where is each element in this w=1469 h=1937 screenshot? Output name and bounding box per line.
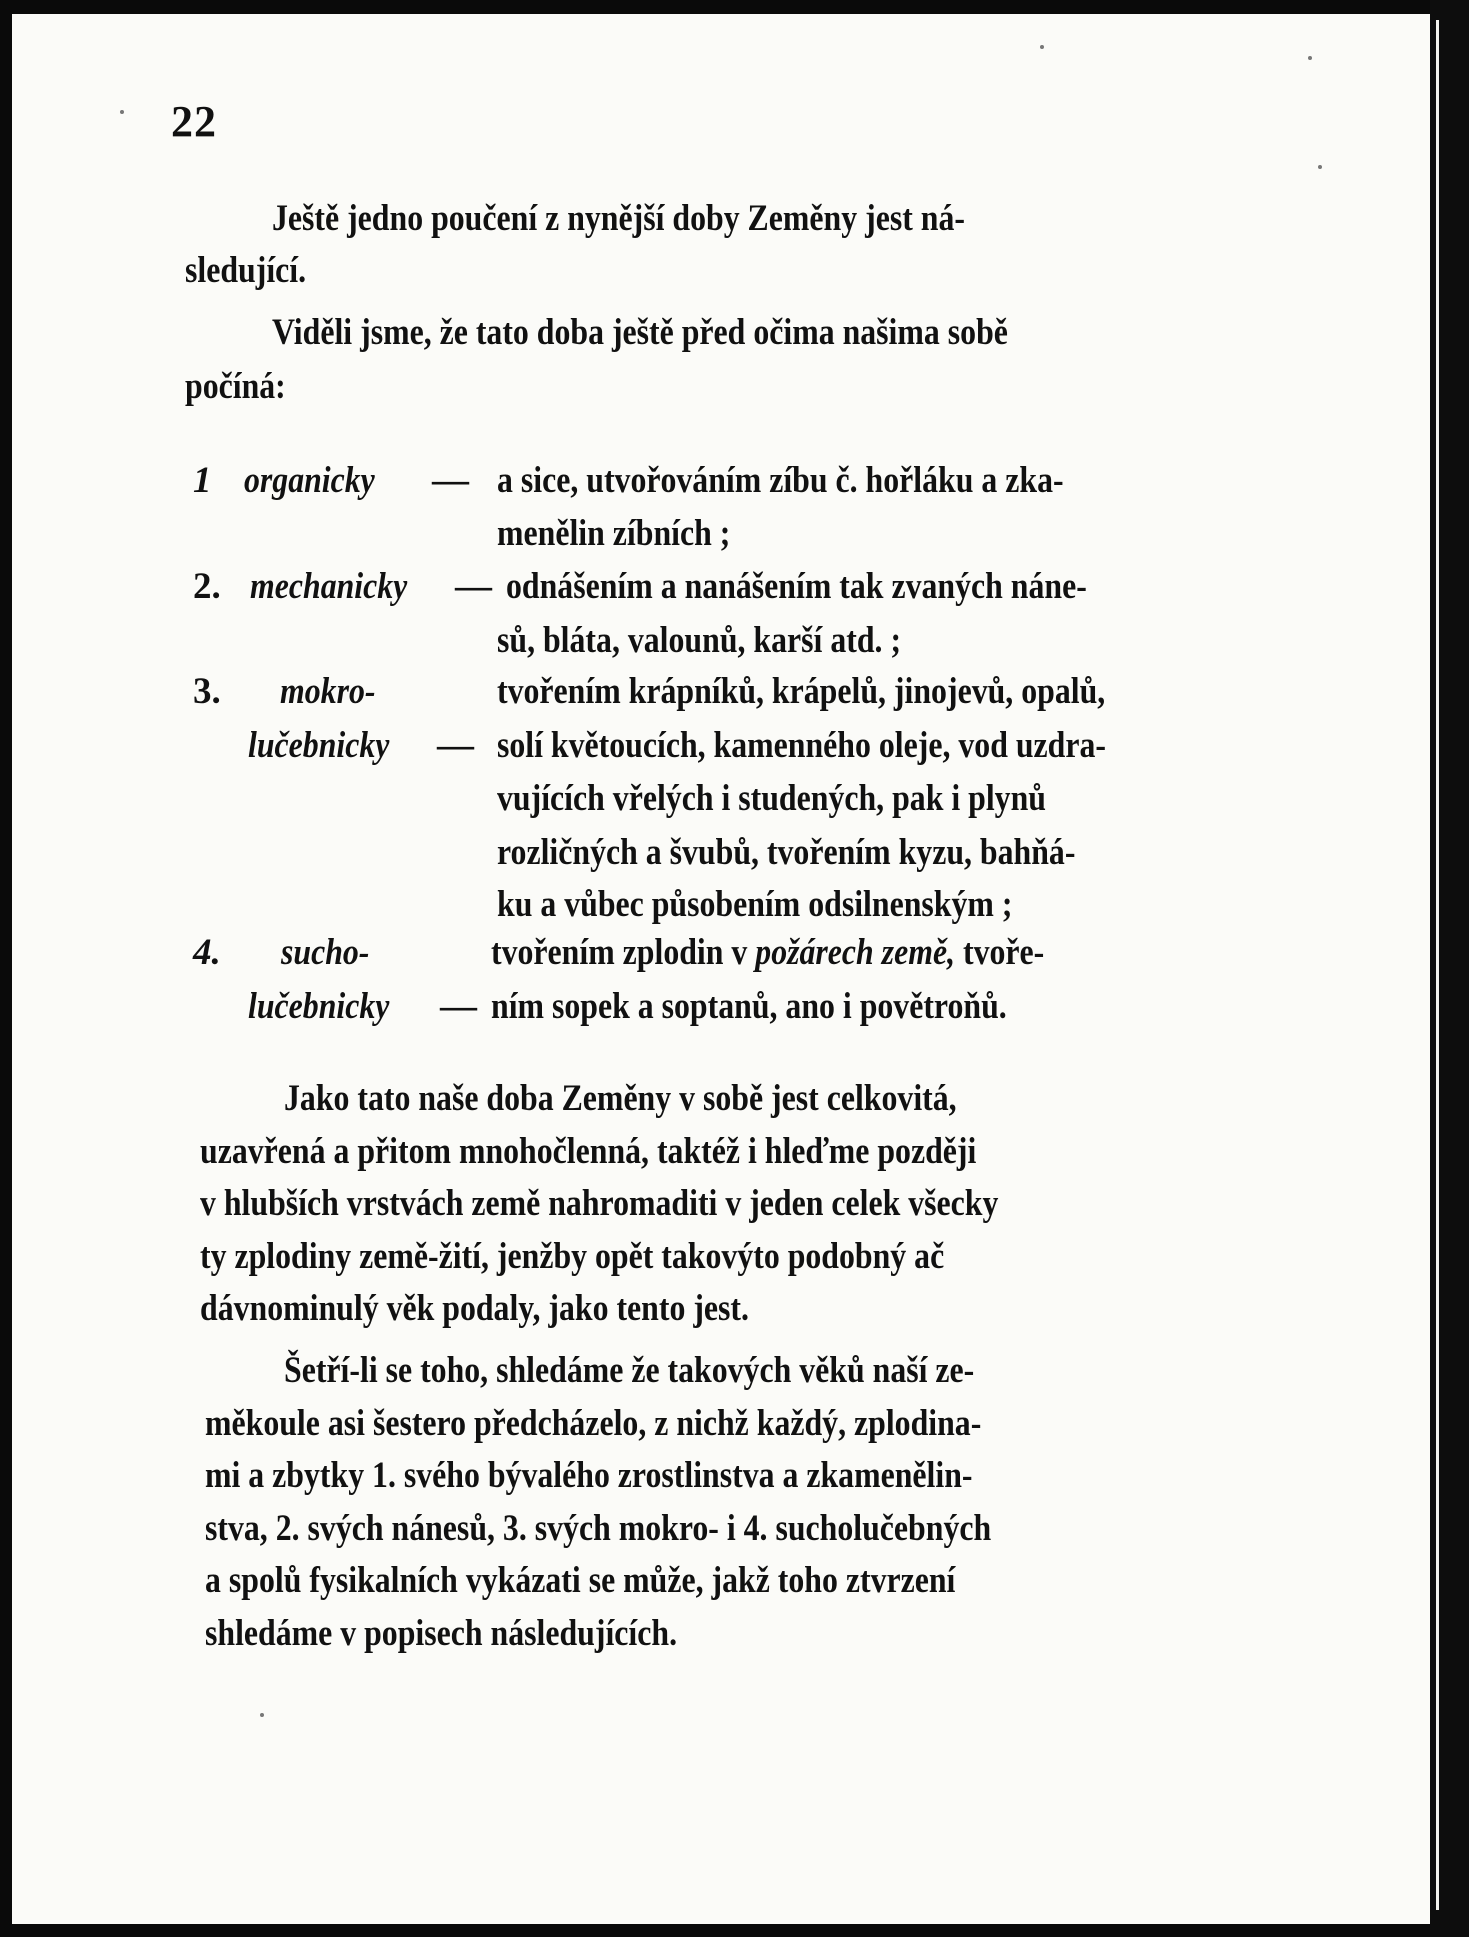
scan-speck	[1308, 56, 1312, 60]
list-item-3-label-1: mokro-	[280, 671, 376, 712]
list-item-4-line-1-start: tvořením zplodin v	[491, 932, 748, 973]
paragraph-2-line-5: a spolů fysikalních vykázati se může, jakž toho ztvrzení	[205, 1560, 956, 1601]
scan-speck	[1040, 45, 1044, 49]
list-item-1-dash: —	[432, 460, 469, 501]
list-item-4-label-2: lučebnicky	[248, 986, 390, 1027]
paragraph-1-line-2: uzavřená a přitom mnohočlenná, taktéž i hleďme později	[200, 1131, 977, 1172]
list-item-4-line-2: ním sopek a soptanů, ano i povětroňů.	[491, 986, 1007, 1027]
scan-speck	[260, 1713, 264, 1717]
scan-speck	[1318, 165, 1322, 169]
list-item-4-line-1-end: tvoře-	[962, 932, 1045, 973]
paragraph-2-line-4: stva, 2. svých nánesů, 3. svých mokro- i 4. sucholučebných	[205, 1508, 992, 1549]
list-item-2-label: mechanicky	[250, 566, 408, 607]
paragraph-2-line-2: měkoule asi šestero předcházelo, z nichž každý, zplodina-	[205, 1403, 982, 1444]
seen-line-1: Viděli jsme, že tato doba ještě před očima našima sobě	[272, 312, 1008, 353]
intro-line-2: sledující.	[185, 250, 307, 291]
list-item-3-line-4: rozličných a švubů, tvořením kyzu, bahňá-	[497, 832, 1076, 873]
paragraph-2-line-1: Šetří-li se toho, shledáme že takových věků naší ze-	[284, 1350, 975, 1391]
list-item-3-number: 3.	[193, 671, 221, 712]
list-item-1-number: 1	[193, 460, 212, 501]
list-item-3-line-5: ku a vůbec působením odsilnenským ;	[497, 884, 1013, 925]
paragraph-1-line-5: dávnominulý věk podaly, jako tento jest.	[200, 1288, 749, 1329]
list-item-4-number: 4.	[193, 932, 221, 973]
list-item-3-line-3: vujících vřelých i studených, pak i plynů	[497, 778, 1046, 819]
paragraph-1-line-3: v hlubších vrstvách země nahromaditi v jeden celek všecky	[200, 1183, 999, 1224]
intro-line-1: Ještě jedno poučení z nynější doby Zeměny jest ná-	[272, 198, 965, 239]
list-item-3-dash: —	[437, 725, 474, 766]
list-item-1-line-2: menělin zíbních ;	[497, 513, 731, 554]
list-item-4-dash: —	[440, 986, 477, 1027]
paragraph-2-line-6: shledáme v popisech následujících.	[205, 1613, 678, 1654]
binding-edge-line	[1436, 20, 1439, 1910]
list-item-4-line-1-italic: požárech země,	[755, 932, 956, 973]
list-item-4-label-1: sucho-	[281, 932, 370, 973]
seen-line-2: počíná:	[185, 366, 286, 407]
page-number: 22	[171, 97, 217, 146]
scan-speck	[120, 110, 124, 114]
paragraph-2-line-3: mi a zbytky 1. svého bývalého zrostlinstva a zkamenělin-	[205, 1455, 973, 1496]
list-item-2-number: 2.	[193, 566, 221, 607]
list-item-2-line-1: odnášením a nanášením tak zvaných náne-	[506, 566, 1087, 607]
list-item-3-label-2: lučebnicky	[248, 725, 390, 766]
paragraph-1-line-1: Jako tato naše doba Zeměny v sobě jest celkovitá,	[284, 1078, 957, 1119]
paragraph-1-line-4: ty zplodiny země-žití, jenžby opět takovýto podobný ač	[200, 1236, 945, 1277]
list-item-2-dash: —	[455, 566, 492, 607]
list-item-3-line-2: solí květoucích, kamenného oleje, vod uzdra-	[497, 725, 1107, 766]
list-item-2-line-2: sů, bláta, valounů, karší atd. ;	[497, 620, 902, 661]
list-item-1-label: organicky	[244, 460, 375, 501]
list-item-3-line-1: tvořením krápníků, krápelů, jinojevů, opalů,	[497, 671, 1106, 712]
list-item-1-line-1: a sice, utvořováním zíbu č. hořláku a zka-	[497, 460, 1064, 501]
list-item-4-line-1	[491, 934, 1044, 971]
